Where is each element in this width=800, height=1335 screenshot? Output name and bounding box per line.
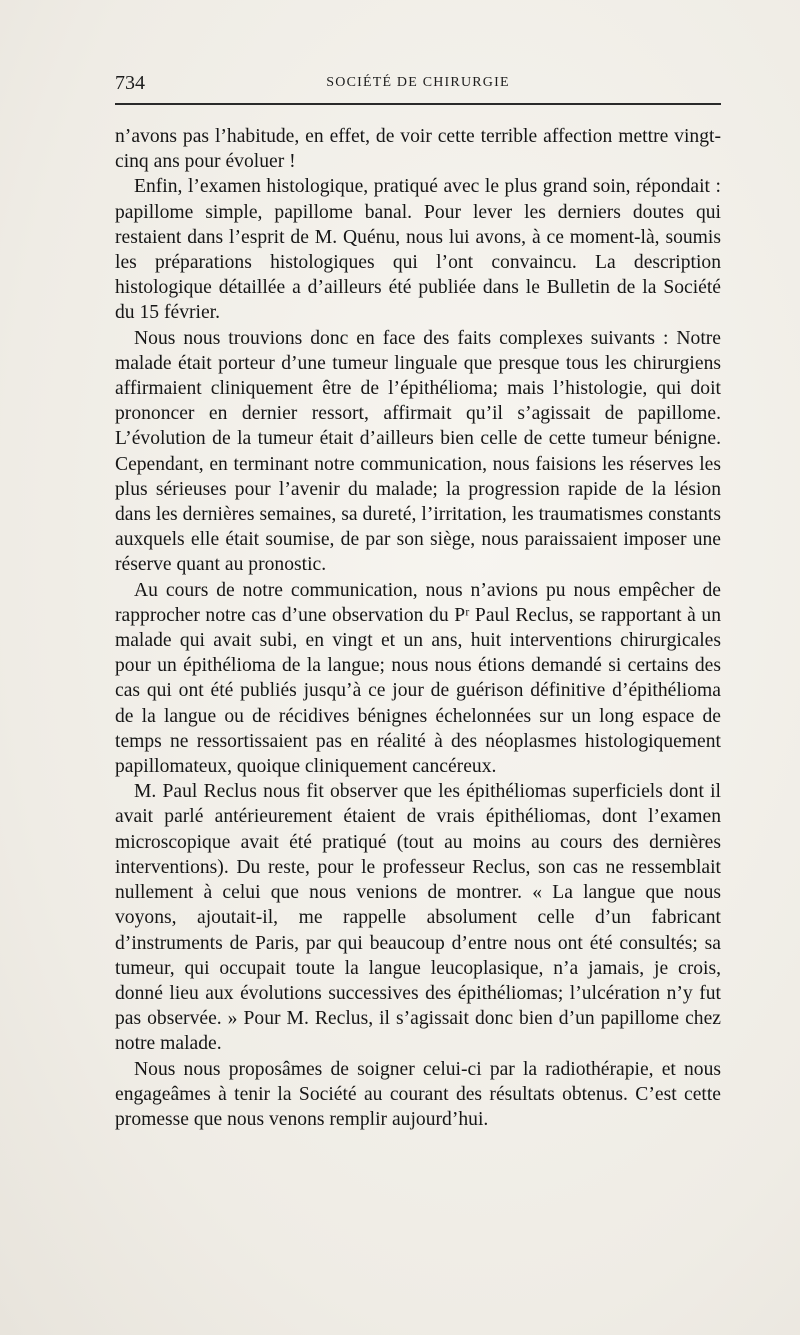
page-number: 734 — [115, 72, 145, 94]
paragraph: Enfin, l’examen histologique, pratiqué avec le plus grand soin, répondait : papillome simple, papillome banal. Pour lever les derniers doutes qui restaient dans l’esprit de M. Quénu, nous lui avons, à ce moment-là, soumis les préparations histologiques qui l’ont convaincu. La description histologique détaillée a d’ailleurs été publiée dans le Bulletin de la Société du 15 février. — [115, 176, 721, 324]
page-header — [115, 70, 721, 96]
paragraph: M. Paul Reclus nous fit observer que les épithéliomas superficiels dont il avait parlé antérieurement étaient de vrais épithéliomas, dont l’examen microscopique avait été pratiqué (tout au moins au cours des dernières interventions). Du reste, pour le professeur Reclus, son cas ne ressemblait nullement à celui que nous venions de montrer. « La langue que nous voyons, ajoutait-il, me rappelle absolument celle d’un fabricant d’instruments de Paris, par qui beaucoup d’entre nous ont été consultés; sa tumeur, qui occupait toute la langue leucoplasique, n’a jamais, je crois, donné lieu aux évolutions successives des épithéliomas; l’ulcération n’y fut pas observée. » Pour M. Reclus, il s’agissait donc bien d’un papillome chez notre malade. — [115, 781, 721, 1055]
body-text — [115, 124, 721, 1132]
paragraph: n’avons pas l’habitude, en effet, de voir cette terrible affection mettre vingt-cinq ans pour évoluer ! — [115, 126, 721, 173]
paragraph: Nous nous trouvions donc en face des faits complexes suivants : Notre malade était porteur d’une tumeur linguale que presque tous les chirurgiens affirmaient cliniquement être de l’épithélioma; mais l’histologie, qui doit prononcer en dernier ressort, affirmait qu’il s’agissait de papillome. L’évolution de la tumeur était d’ailleurs bien celle de cette tumeur bénigne. Cependant, en terminant notre communication, nous faisions les réserves les plus sérieuses pour l’avenir du malade; la progression rapide de la lésion dans les dernières semaines, sa dureté, l’irritation, les traumatismes constants auxquels elle était soumise, de par son siège, nous paraissaient imposer une réserve quant au pronostic. — [115, 327, 721, 576]
header-rule — [115, 103, 721, 105]
paragraph: Nous nous proposâmes de soigner celui-ci par la radiothérapie, et nous engageâmes à tenir la Société au courant des résultats obtenus. C’est cette promesse que nous venons remplir aujourd’hui. — [115, 1058, 721, 1130]
paragraph: Au cours de notre communication, nous n’avions pu nous empêcher de rapprocher notre cas d’une observation du Pʳ Paul Reclus, se rapportant à un malade qui avait subi, en vingt et un ans, huit interventions chirurgicales pour un épithélioma de la langue; nous nous étions demandé si certains des cas qui ont été publiés jusqu’à ce jour de guérison définitive d’épithélioma de la langue ou de récidives bénignes échelonnées sur un long espace de temps ne ressortissaient pas en réalité à des néoplasmes histologiquement papillomateux, quoique cliniquement cancéreux. — [115, 579, 721, 778]
running-head: SOCIÉTÉ DE CHIRURGIE — [326, 75, 510, 90]
